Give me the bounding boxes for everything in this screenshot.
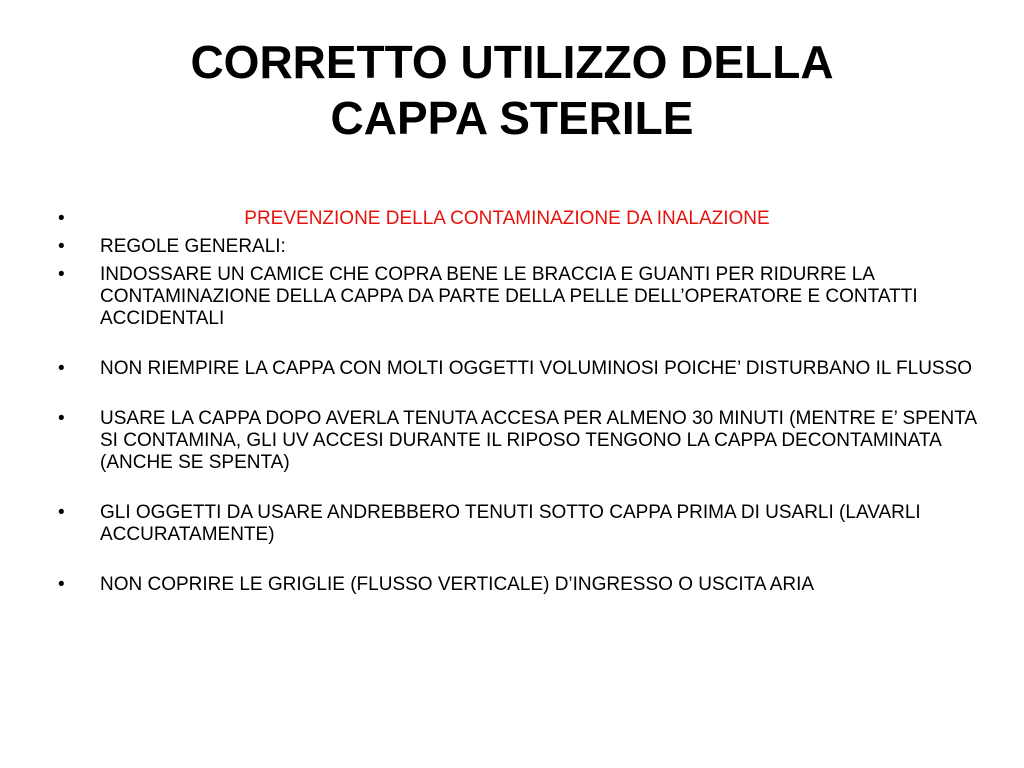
bullet-item-general-rules xyxy=(58,236,978,258)
bullet-icon: • xyxy=(58,264,65,285)
bullet-text-gown: INDOSSARE UN CAMICE CHE COPRA BENE LE BRACCIA E GUANTI PER RIDURRE LA CONTAMINAZIONE DELLA CAPPA DA PARTE DELLA PELLE DELL’OPERATORE E CONTATTI ACCIDENTALI xyxy=(100,264,918,329)
bullet-list xyxy=(58,208,978,602)
bullet-icon: • xyxy=(58,574,65,595)
bullet-text-objects-under-hood: GLI OGGETTI DA USARE ANDREBBERO TENUTI SOTTO CAPPA PRIMA DI USARLI (LAVARLI ACCURATAMENTE) xyxy=(100,502,921,545)
bullet-text-prevention: PREVENZIONE DELLA CONTAMINAZIONE DA INALAZIONE xyxy=(244,208,770,229)
bullet-icon: • xyxy=(58,502,65,523)
bullet-item-prevention xyxy=(58,208,978,230)
bullet-item-objects-under-hood xyxy=(58,502,978,546)
slide-title-line-2: CAPPA STERILE xyxy=(330,92,694,144)
bullet-icon: • xyxy=(58,408,65,429)
bullet-text-warmup: USARE LA CAPPA DOPO AVERLA TENUTA ACCESA PER ALMENO 30 MINUTI (MENTRE E’ SPENTA SI CONTAMINA, GLI UV ACCESI DURANTE IL RIPOSO TENGONO LA CAPPA DECONTAMINATA (ANCHE SE SPENTA) xyxy=(100,408,977,473)
bullet-text-grilles: NON COPRIRE LE GRIGLIE (FLUSSO VERTICALE) D’INGRESSO O USCITA ARIA xyxy=(100,574,815,595)
bullet-icon: • xyxy=(58,208,65,229)
bullet-item-grilles xyxy=(58,574,978,596)
bullet-text-general-rules: REGOLE GENERALI: xyxy=(100,236,286,257)
bullet-icon: • xyxy=(58,358,65,379)
bullet-text-bulky-objects: NON RIEMPIRE LA CAPPA CON MOLTI OGGETTI VOLUMINOSI POICHE’ DISTURBANO IL FLUSSO xyxy=(100,358,973,379)
bullet-item-bulky-objects xyxy=(58,358,978,380)
slide-title-line-1: CORRETTO UTILIZZO DELLA xyxy=(190,36,834,88)
bullet-icon: • xyxy=(58,236,65,257)
slide-title xyxy=(0,34,1024,146)
bullet-item-gown xyxy=(58,264,978,330)
bullet-item-warmup xyxy=(58,408,978,474)
